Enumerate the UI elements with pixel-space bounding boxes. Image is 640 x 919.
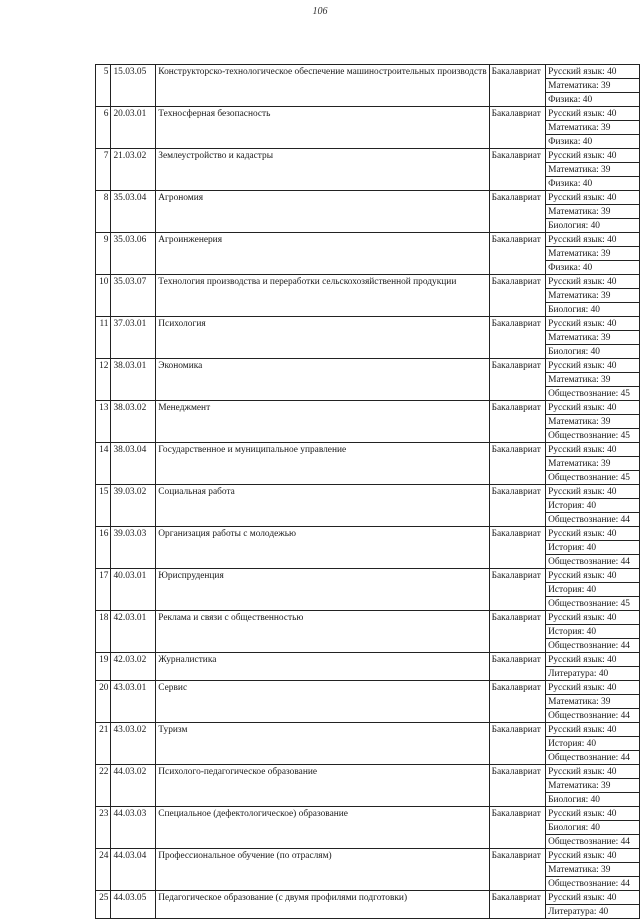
education-level: Бакалавриат (489, 611, 545, 653)
education-level: Бакалавриат (489, 191, 545, 233)
program-name: Технология производства и переработки сельскохозяйственной продукции (156, 275, 489, 317)
exam-score: Русский язык: 40 (546, 569, 640, 583)
table-row (96, 765, 640, 779)
education-level: Бакалавриат (489, 527, 545, 569)
exam-score: Русский язык: 40 (546, 401, 640, 415)
program-name: Педагогическое образование (с двумя профилями подготовки) (156, 891, 489, 919)
exam-score: Биология: 40 (546, 821, 640, 835)
exam-score: Математика: 39 (546, 695, 640, 709)
exam-score: Русский язык: 40 (546, 107, 640, 121)
exam-score: Русский язык: 40 (546, 233, 640, 247)
exam-score: Математика: 39 (546, 863, 640, 877)
exam-score: Русский язык: 40 (546, 849, 640, 863)
program-name: Организация работы с молодежью (156, 527, 489, 569)
exam-score: Русский язык: 40 (546, 807, 640, 821)
program-code: 35.03.04 (111, 191, 156, 233)
program-name: Техносферная безопасность (156, 107, 489, 149)
row-number: 7 (96, 149, 111, 191)
row-number: 13 (96, 401, 111, 443)
program-code: 35.03.06 (111, 233, 156, 275)
program-name: Туризм (156, 723, 489, 765)
row-number: 22 (96, 765, 111, 807)
exam-score: Русский язык: 40 (546, 527, 640, 541)
exam-score: Обществознание: 45 (546, 429, 640, 443)
row-number: 19 (96, 653, 111, 681)
exam-score: Обществознание: 44 (546, 639, 640, 653)
exam-score: Математика: 39 (546, 205, 640, 219)
table-row (96, 723, 640, 737)
education-level: Бакалавриат (489, 317, 545, 359)
exam-score: Биология: 40 (546, 303, 640, 317)
exam-score: Обществознание: 44 (546, 709, 640, 723)
education-level: Бакалавриат (489, 359, 545, 401)
exam-score: Физика: 40 (546, 261, 640, 275)
row-number: 10 (96, 275, 111, 317)
education-level: Бакалавриат (489, 891, 545, 919)
exam-score: Биология: 40 (546, 219, 640, 233)
exam-score: Обществознание: 45 (546, 387, 640, 401)
exam-score: Математика: 39 (546, 289, 640, 303)
row-number: 15 (96, 485, 111, 527)
exam-score: Биология: 40 (546, 345, 640, 359)
program-name: Юриспруденция (156, 569, 489, 611)
exam-score: Обществознание: 44 (546, 751, 640, 765)
table-row (96, 807, 640, 821)
table-row (96, 149, 640, 163)
education-level: Бакалавриат (489, 849, 545, 891)
program-code: 42.03.02 (111, 653, 156, 681)
program-code: 21.03.02 (111, 149, 156, 191)
row-number: 24 (96, 849, 111, 891)
table-row (96, 317, 640, 331)
exam-score: Русский язык: 40 (546, 765, 640, 779)
exam-score: Физика: 40 (546, 177, 640, 191)
row-number: 21 (96, 723, 111, 765)
row-number: 25 (96, 891, 111, 919)
program-code: 44.03.04 (111, 849, 156, 891)
row-number: 17 (96, 569, 111, 611)
exam-score: Русский язык: 40 (546, 149, 640, 163)
exam-score: Обществознание: 44 (546, 835, 640, 849)
program-code: 43.03.01 (111, 681, 156, 723)
program-name: Государственное и муниципальное управление (156, 443, 489, 485)
row-number: 16 (96, 527, 111, 569)
table-row (96, 527, 640, 541)
row-number: 18 (96, 611, 111, 653)
exam-score: Математика: 39 (546, 247, 640, 261)
program-name: Профессиональное обучение (по отраслям) (156, 849, 489, 891)
table-row (96, 275, 640, 289)
table-row (96, 681, 640, 695)
table-row (96, 653, 640, 667)
program-code: 38.03.02 (111, 401, 156, 443)
table-row (96, 443, 640, 457)
program-code: 43.03.02 (111, 723, 156, 765)
exam-score: Математика: 39 (546, 331, 640, 345)
table-row (96, 485, 640, 499)
exam-score: История: 40 (546, 583, 640, 597)
exam-score: Русский язык: 40 (546, 275, 640, 289)
exam-score: Русский язык: 40 (546, 317, 640, 331)
table-row (96, 359, 640, 373)
education-level: Бакалавриат (489, 401, 545, 443)
exam-score: Математика: 39 (546, 457, 640, 471)
table-row (96, 611, 640, 625)
program-name: Психолого-педагогическое образование (156, 765, 489, 807)
program-code: 38.03.04 (111, 443, 156, 485)
exam-score: Литература: 40 (546, 667, 640, 681)
program-code: 37.03.01 (111, 317, 156, 359)
program-name: Сервис (156, 681, 489, 723)
education-level: Бакалавриат (489, 807, 545, 849)
exam-score: Русский язык: 40 (546, 443, 640, 457)
row-number: 12 (96, 359, 111, 401)
exam-score: Математика: 39 (546, 79, 640, 93)
education-level: Бакалавриат (489, 65, 545, 107)
table-row (96, 849, 640, 863)
education-level: Бакалавриат (489, 681, 545, 723)
row-number: 6 (96, 107, 111, 149)
education-level: Бакалавриат (489, 765, 545, 807)
table-row (96, 65, 640, 79)
program-code: 38.03.01 (111, 359, 156, 401)
program-name: Журналистика (156, 653, 489, 681)
page-number: 106 (312, 6, 328, 17)
exam-score: История: 40 (546, 737, 640, 751)
row-number: 11 (96, 317, 111, 359)
education-level: Бакалавриат (489, 275, 545, 317)
education-level: Бакалавриат (489, 149, 545, 191)
program-code: 20.03.01 (111, 107, 156, 149)
program-name: Конструкторско-технологическое обеспечение машиностроительных производств (156, 65, 489, 107)
program-code: 44.03.02 (111, 765, 156, 807)
program-code: 42.03.01 (111, 611, 156, 653)
exam-score: Математика: 39 (546, 163, 640, 177)
table-body (96, 65, 640, 919)
education-level: Бакалавриат (489, 723, 545, 765)
program-code: 44.03.03 (111, 807, 156, 849)
program-code: 39.03.03 (111, 527, 156, 569)
exam-score: История: 40 (546, 541, 640, 555)
education-level: Бакалавриат (489, 233, 545, 275)
program-name: Социальная работа (156, 485, 489, 527)
education-level: Бакалавриат (489, 485, 545, 527)
program-name: Экономика (156, 359, 489, 401)
program-code: 39.03.02 (111, 485, 156, 527)
row-number: 9 (96, 233, 111, 275)
education-level: Бакалавриат (489, 653, 545, 681)
exam-score: Обществознание: 44 (546, 877, 640, 891)
exam-score: Русский язык: 40 (546, 681, 640, 695)
admission-table (95, 64, 640, 919)
exam-score: Физика: 40 (546, 93, 640, 107)
exam-score: Обществознание: 44 (546, 555, 640, 569)
program-code: 44.03.05 (111, 891, 156, 919)
table-row (96, 569, 640, 583)
program-name: Агрономия (156, 191, 489, 233)
program-name: Специальное (дефектологическое) образование (156, 807, 489, 849)
exam-score: Русский язык: 40 (546, 65, 640, 79)
exam-score: Русский язык: 40 (546, 723, 640, 737)
exam-score: Математика: 39 (546, 121, 640, 135)
row-number: 8 (96, 191, 111, 233)
education-level: Бакалавриат (489, 569, 545, 611)
program-code: 40.03.01 (111, 569, 156, 611)
program-name: Землеустройство и кадастры (156, 149, 489, 191)
row-number: 20 (96, 681, 111, 723)
table-row (96, 401, 640, 415)
exam-score: Математика: 39 (546, 373, 640, 387)
exam-score: Биология: 40 (546, 793, 640, 807)
row-number: 14 (96, 443, 111, 485)
program-name: Менеджмент (156, 401, 489, 443)
exam-score: История: 40 (546, 625, 640, 639)
table-row (96, 191, 640, 205)
table-row (96, 107, 640, 121)
row-number: 23 (96, 807, 111, 849)
exam-score: Обществознание: 45 (546, 597, 640, 611)
table-row (96, 891, 640, 905)
exam-score: Математика: 39 (546, 779, 640, 793)
exam-score: Обществознание: 45 (546, 471, 640, 485)
exam-score: Русский язык: 40 (546, 485, 640, 499)
exam-score: Русский язык: 40 (546, 611, 640, 625)
program-code: 35.03.07 (111, 275, 156, 317)
exam-score: История: 40 (546, 499, 640, 513)
exam-score: Русский язык: 40 (546, 653, 640, 667)
exam-score: Обществознание: 44 (546, 513, 640, 527)
row-number: 5 (96, 65, 111, 107)
exam-score: Русский язык: 40 (546, 191, 640, 205)
exam-score: Русский язык: 40 (546, 359, 640, 373)
education-level: Бакалавриат (489, 443, 545, 485)
exam-score: Физика: 40 (546, 135, 640, 149)
program-code: 15.03.05 (111, 65, 156, 107)
program-name: Агроинженерия (156, 233, 489, 275)
table-row (96, 233, 640, 247)
exam-score: Литература: 40 (546, 905, 640, 919)
program-name: Психология (156, 317, 489, 359)
exam-score: Русский язык: 40 (546, 891, 640, 905)
program-name: Реклама и связи с общественностью (156, 611, 489, 653)
exam-score: Математика: 39 (546, 415, 640, 429)
education-level: Бакалавриат (489, 107, 545, 149)
